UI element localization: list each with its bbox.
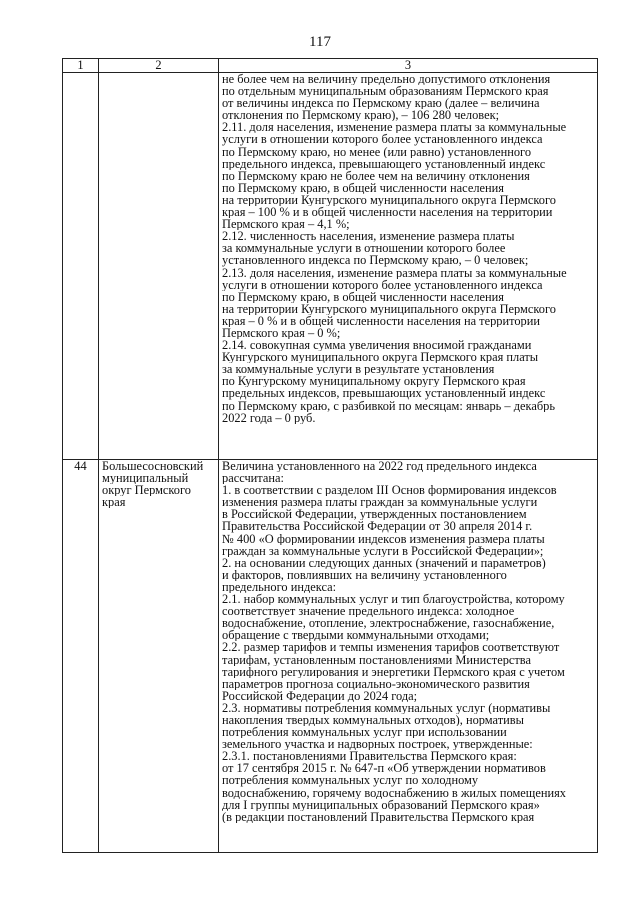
header-col-3: 3 — [219, 59, 598, 73]
text-line: предельного индекса, превышающего установленный индекс — [222, 157, 546, 170]
text-line: Правительства Российской Федерации от 30 апреля 2014 г. — [222, 520, 533, 533]
text-line: для I группы муниципальных образований Пермского края» — [222, 798, 540, 811]
description-cell — [219, 460, 598, 853]
table-row-continued — [63, 73, 598, 460]
text-line: тарифного регулирования и энергетики Пермского края с учетом — [222, 665, 565, 678]
description-text — [222, 73, 594, 424]
text-line: Российской Федерации до 2024 года; — [222, 689, 418, 702]
text-line: округ Пермского — [102, 484, 191, 497]
row-number-cell: 44 — [63, 460, 99, 853]
text-line: предельных индексов, превышающих установленный индекс — [222, 387, 546, 400]
text-line: за коммунальные услуги в отношении которого более — [222, 242, 506, 255]
text-line: тарифам, установленным постановлениями Министерства — [222, 653, 531, 666]
table-row-44 — [63, 460, 598, 853]
text-line: от 17 сентября 2015 г. № 647-п «Об утверждении нормативов — [222, 762, 546, 775]
text-line: обращение с твердыми коммунальными отходами; — [222, 629, 490, 642]
text-line: рассчитана: — [222, 472, 284, 485]
text-line: на территории Кунгурского муниципального округа Пермского — [222, 193, 556, 207]
text-line: услуги в отношении которого более установленного индекса — [222, 278, 543, 291]
text-line: по Кунгурскому муниципальному округу Пермского края — [222, 375, 526, 388]
text-line: 2.3. нормативы потребления коммунальных услуг (нормативы — [222, 701, 551, 714]
text-line: потребления коммунальных услуг при использовании — [222, 726, 507, 739]
text-line: Пермского края – 4,1 %; — [222, 218, 350, 231]
text-line: муниципальный — [102, 472, 189, 485]
municipality-cell — [99, 73, 219, 460]
text-line: 2.14. совокупная сумма увеличения вносимой гражданами — [222, 339, 532, 352]
text-line: по Пермскому краю, в общей численности населения — [222, 181, 504, 194]
municipality-name — [102, 460, 215, 508]
description-text — [222, 460, 594, 823]
header-col-2: 2 — [99, 59, 219, 73]
text-line: по Пермскому краю, с разбивкой по месяцам: январь – декабрь — [222, 399, 555, 412]
text-line: № 400 «О формировании индексов изменения размера платы — [222, 532, 545, 545]
text-line: края – 100 % и в общей численности населения на территории — [222, 206, 553, 219]
text-line: услуги в отношении которого более установленного индекса — [222, 133, 543, 146]
text-line: водоснабжению, горячему водоснабжению в жилых помещениях — [222, 786, 566, 799]
text-line: 2.11. доля населения, изменение размера платы за коммунальные — [222, 121, 567, 134]
text-line: земельного участка и надворных построек, утвержденные: — [222, 738, 533, 751]
text-line: Пермского края – 0 %; — [222, 326, 341, 340]
text-line: 2.3.1. постановлениями Правительства Пермского края: — [222, 750, 517, 763]
text-line: Кунгурского муниципального округа Пермского края платы — [222, 351, 539, 364]
text-line: по Пермскому краю, но менее (или равно) установленного — [222, 145, 532, 158]
text-line: 2. на основании следующих данных (значений и параметров) — [222, 556, 546, 569]
text-line: соответствует значение предельного индекса: холодное — [222, 605, 515, 618]
text-line: Величина установленного на 2022 год предельного индекса — [222, 460, 537, 473]
text-line: от величины индекса по Пермскому краю (далее – величина — [222, 97, 540, 110]
text-line: в Российской Федерации, утвержденных постановлением — [222, 508, 527, 521]
text-line: по Пермскому краю не более чем на величину отклонения — [222, 169, 530, 182]
row-number-cell — [63, 73, 99, 460]
data-table — [62, 58, 598, 853]
text-line: по Пермскому краю, в общей численности населения — [222, 290, 504, 303]
header-col-1: 1 — [63, 59, 99, 73]
text-line: 2022 года – 0 руб. — [222, 411, 316, 424]
text-line: граждан за коммунальные услуги в Российской Федерации»; — [222, 544, 544, 557]
text-line: 1. в соответствии с разделом III Основ формирования индексов — [222, 484, 557, 497]
text-line: (в редакции постановлений Правительства Пермского края — [222, 810, 535, 823]
table-header-row — [63, 59, 598, 73]
text-line: края — [102, 496, 126, 509]
text-line: и факторов, повлиявших на величину установленного — [222, 568, 507, 581]
text-line: 2.12. численность населения, изменение размера платы — [222, 230, 515, 243]
text-line: Большесосновский — [102, 460, 204, 473]
text-line: накопления твердых коммунальных отходов), нормативы — [222, 713, 524, 727]
text-line: на территории Кунгурского муниципального округа Пермского — [222, 302, 556, 315]
text-line: параметров прогноза социально-экономического развития — [222, 677, 530, 690]
text-line: края – 0 % и в общей численности населения на территории — [222, 314, 541, 327]
description-cell — [219, 73, 598, 460]
text-line: 2.13. доля населения, изменение размера платы за коммунальные — [222, 266, 567, 279]
text-line: предельного индекса: — [222, 580, 337, 594]
municipality-cell — [99, 460, 219, 853]
text-line: 2.1. набор коммунальных услуг и тип благоустройства, которому — [222, 593, 565, 606]
text-line: установленного индекса по Пермскому краю, – 0 человек; — [222, 254, 529, 267]
text-line: водоснабжение, отопление, электроснабжение, газоснабжение, — [222, 617, 555, 630]
text-line: 2.2. размер тарифов и темпы изменения тарифов соответствуют — [222, 641, 560, 654]
text-line: потребления коммунальных услуг по холодному — [222, 774, 479, 787]
text-line: изменения размера платы граждан за коммунальные услуги — [222, 496, 538, 509]
page-number: 117 — [309, 34, 331, 50]
text-line: по отдельным муниципальным образованиям Пермского края — [222, 85, 549, 98]
text-line: отклонения по Пермскому краю), – 106 280 человек; — [222, 109, 500, 122]
text-line: за коммунальные услуги в результате установления — [222, 363, 495, 376]
text-line: не более чем на величину предельно допустимого отклонения — [222, 73, 551, 86]
